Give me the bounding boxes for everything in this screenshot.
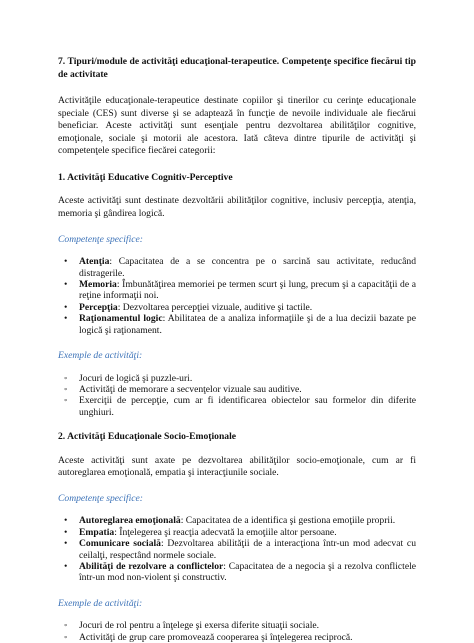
list-item: • Percepţia: Dezvoltarea percepţiei vizuale, auditive şi tactile. <box>64 301 313 313</box>
section-1-competencies-label: Competenţe specifice: <box>58 233 143 245</box>
list-item: • Memoria: Îmbunătăţirea memoriei pe termen scurt şi lung, precum şi a capacităţii de a reţine informaţii noi. <box>64 278 416 302</box>
section-2-examples-label: Exemple de activităţi: <box>58 597 143 609</box>
list-item: • Empatia: Înţelegerea şi reacţia adecvată la emoţiile altor persoane. <box>64 526 337 538</box>
section-1-heading: 1. Activităţi Educative Cognitiv-Perceptive <box>58 171 233 183</box>
list-item: ◦ Activităţi de grup care promovează cooperarea şi înţelegerea reciprocă. <box>64 631 353 643</box>
list-item: ◦ Exerciţii de percepţie, cum ar fi identificarea obiectelor sau formelor din diferite unghiuri. <box>64 395 416 418</box>
list-item: ◦ Jocuri de logică şi puzzle-uri. <box>64 372 193 384</box>
list-item: • Atenţia: Capacitatea de a se concentra pe o sarcină sau activitate, reducând distragerile. <box>64 256 416 279</box>
bullet-icon: • <box>64 515 68 527</box>
bullet-icon: ◦ <box>64 395 68 407</box>
bullet-icon: • <box>64 560 68 572</box>
bullet-icon: • <box>64 301 68 313</box>
bullet-icon: • <box>64 538 68 550</box>
document-title: 7. Tipuri/module de activităţi educaţional-terapeutice. Competenţe specifice fiecărui tip de activitate <box>58 56 416 80</box>
section-2-paragraph: Aceste activităţi sunt axate pe dezvoltarea abilităţilor socio-emoţionale, cum ar fi autoreglarea emoţională, empatia şi interacţiunile sociale. <box>58 454 416 479</box>
list-item: • Comunicare socială: Dezvoltarea abilităţii de a interacţiona într-un mod adecvat cu ceilalţi, respectând normele sociale. <box>64 538 416 561</box>
bullet-icon: ◦ <box>64 631 68 643</box>
section-2-heading: 2. Activităţi Educaţionale Socio-Emoţionale <box>58 431 237 443</box>
bullet-icon: • <box>64 526 68 538</box>
section-1-paragraph: Aceste activităţi sunt destinate dezvoltării abilităţilor cognitive, inclusiv percepţia, atenţia, memoria şi gândirea logică. <box>58 195 416 220</box>
section-1-examples-list <box>58 373 416 419</box>
section-2-competencies-list <box>58 515 416 583</box>
list-item: ◦ Jocuri de rol pentru a înţelege şi exersa diferite situaţii sociale. <box>64 620 320 632</box>
bullet-icon: • <box>64 278 68 290</box>
bullet-icon: ◦ <box>64 620 68 632</box>
bullet-icon: ◦ <box>64 383 68 395</box>
list-item: • Abilităţi de rezolvare a conflictelor: Capacitatea de a negocia şi a rezolva conflictele într-un mod non-violent şi constructiv. <box>64 560 416 584</box>
section-2-competencies-label: Competenţe specifice: <box>58 492 143 504</box>
section-1-examples-label: Exemple de activităţi: <box>58 350 143 361</box>
bullet-icon: • <box>64 256 68 268</box>
intro-paragraph: Activităţile educaţionale-terapeutice destinate copiilor şi tinerilor cu cerinţe educaţionale speciale (CES) sunt diverse şi se adaptează în funcţie de nevoile individuale ale fiecărui beneficiar. Aceste activităţi sunt esenţiale pentru dezvoltarea abilităţilor cognitive, emoţionale, sociale şi motorii ale acestora. Iată câteva dintre tipurile de activităţi şi competenţele specifice fiecărei categorii: <box>58 95 416 157</box>
bullet-icon: ◦ <box>64 372 68 384</box>
section-1-competencies-list <box>58 256 416 336</box>
list-item: • Autoreglarea emoţională: Capacitatea de a identifica şi gestiona emoţiile proprii. <box>64 515 396 527</box>
list-item: • Raţionamentul logic: Abilitatea de a analiza informaţiile şi de a lua decizii bazate pe logică şi raţionament. <box>64 313 416 336</box>
bullet-icon: • <box>64 313 68 325</box>
list-item: ◦ Activităţi de memorare a secvenţelor vizuale sau auditive. <box>64 383 302 395</box>
